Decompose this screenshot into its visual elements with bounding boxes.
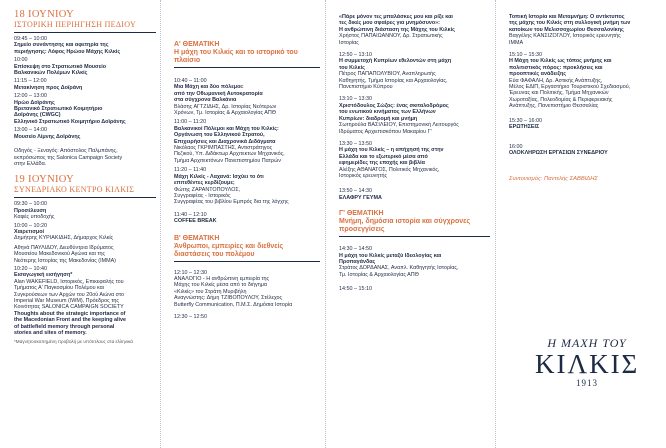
program-item (14, 223, 156, 264)
item-time: 13:50 – 14:30 (339, 188, 372, 195)
english-line: Thoughts about the strategic importance of (14, 310, 126, 317)
session-b-title: Άνθρωποι, εμπειρίες και διεθνείς διαστάσεις του πολέμου (174, 242, 284, 258)
program-item (339, 188, 490, 201)
item-line: Μάχης του Κιλκίς μέσα από το διήγημα (174, 282, 267, 289)
item-line: Πέτρος ΠΑΠΑΠΟΛΥΒΙΟΥ, Αναπληρωτής (339, 71, 436, 78)
item-title: Χαιρετισμοί (14, 228, 44, 235)
program-item (14, 57, 156, 76)
item-line: Βρετανικό Στρατιωτικό Κοιμητήριο (14, 106, 103, 113)
item-title-line: του ενωτικού κινήματος των Ελλήνων (339, 109, 436, 116)
session-a-header (174, 41, 320, 65)
program-item (174, 119, 320, 164)
lunch-break: ΕΛΑΦΡΥ ΓΕΥΜΑ (339, 194, 382, 201)
item-time: 14:50 – 15:10 (339, 286, 372, 293)
item-line: Imperial War Museum (IWM), Πρόεδρος της (14, 298, 119, 304)
item-time: 16:00 (509, 143, 523, 150)
item-title-line: από την Οθωμανική Αυτοκρατορία (174, 90, 263, 97)
item-time: 12:00 – 13:00 (14, 93, 47, 100)
item-line: Πανεπιστήμιο Κύπρου (339, 84, 393, 91)
item-line: Σωτηρούλα ΒΑΣΙΛΕΙΟΥ, Επιστημονική Λειτουργός (339, 122, 459, 129)
item-title-line: κατοίκων του Μελισσοχωρίου Θεσσαλονίκης (509, 26, 624, 33)
item-line: Εύα ΦΑΦΑΛΗ, Δρ. Αστικής Ανάπτυξης, (509, 77, 603, 84)
item-line: Τμήματος Α' Παγκοσμίου Πολέμου και (14, 285, 104, 292)
item-title-line: Επιχειρήσεις και Διαχρονικά Διδάγματα (174, 138, 276, 145)
item-title-line: Η Μάχη του Κιλκίς ως τόπος μνήμης και (509, 58, 612, 65)
item-title-line: πολιτιστικός πόρος: προκλήσεις και (509, 64, 603, 71)
program-item (14, 201, 156, 220)
item-title-line: Οργάνωση του Ελληνικού Στρατού, (174, 132, 265, 139)
closing-label: ΟΛΟΚΛΗΡΩΣΗ ΕΡΓΑΣΙΩΝ ΣΥΝΕΔΡΙΟΥ (509, 149, 608, 156)
guide-note (14, 148, 156, 167)
session-b-label: Β' ΘΕΜΑΤΙΚΗ (174, 234, 220, 242)
program-item (174, 270, 320, 308)
item-title-line: Μια Μάχη και δύο πόλεμοι: (174, 84, 244, 91)
item-line: Δοϊράνης (CWGC) (14, 112, 61, 119)
item-line: Νικόλαος ΓΚΡΙΜΠΑΣΤΗΣ, Αντιστράτηγος (174, 145, 273, 152)
item-line: Ηρώο Δοϊράνης (14, 99, 55, 106)
item-title-line: Χριστόδουλος Σώζος: ένας σκιταλοδρόμος (339, 102, 449, 109)
session-b-header (174, 235, 320, 259)
item-line: Συγγραφέας του βιβλίου Εμπρός δια της λόγχης (174, 199, 289, 206)
guide-line: στην Ελλάδα. (14, 160, 47, 167)
program-item (339, 141, 490, 179)
item-line: Πεζικού, Υπ. Διδάκτωρ Αρχιτεκτων Μηχανικός, (174, 151, 285, 158)
english-line: stories and sites of memory. (14, 330, 87, 337)
day-2-header (14, 174, 156, 194)
item-title-line: Προπαγάνδας (339, 258, 376, 265)
item-time: 10:20 – 10:40 (14, 265, 47, 272)
item-title-line: Η μάχη του Κιλκίς μεταξύ Ιδεολογίας και (339, 252, 442, 259)
item-line: Μέλος ΕΔΙΠ, Εργαστήριο Τουριστικού Σχεδιασμού, (509, 84, 631, 91)
day-1-header (14, 9, 156, 29)
program-item (14, 78, 156, 91)
session-a-title: Η μάχη του Κιλκίς και το ιστορικό του πλαίσιο (174, 49, 298, 64)
questions-label: ΕΡΩΤΗΣΕΙΣ (509, 124, 540, 131)
program-item (339, 286, 490, 292)
item-time: 11:15 – 12:00 (14, 78, 47, 85)
item-line: Χρήστος ΠΑΠΑΙΩΑΝΝΟΥ, Δρ. Στρατιωτικής (339, 33, 443, 40)
item-line: Butterfly Communication, Π.Μ.Σ. Δημόσια Ιστορία (174, 301, 293, 308)
logo-top-text: Η ΜΑΧΗ ΤΟΥ (547, 336, 627, 350)
item-line: Επίσκεψη στο Στρατιωτικό Μουσείο (14, 63, 107, 70)
item-title: Προσέλευση (14, 207, 47, 214)
session-c-title: Μνήμη, δημόσια ιστορία και σύγχρονες προσεγγίσεις (339, 218, 471, 234)
program-item (339, 52, 490, 90)
item-title-line: επιτεθέντες κερδίζουμε; (174, 180, 235, 187)
divider (339, 236, 490, 237)
program-item (174, 78, 320, 116)
item-time: 10:40 – 11:00 (174, 78, 207, 84)
item-time: 09:45 – 10:00 (14, 36, 47, 42)
item-time: 10:00 – 10:20 (14, 222, 47, 229)
item-line: Καφές υποδοχής (14, 214, 55, 221)
day-2-title: 19 ΙΟΥΝΙΟΥ (14, 174, 74, 186)
guide-line: εκπρόσωπος της Salonica Campaign Society (14, 154, 123, 161)
item-title-line: τες δικές μου σφαίρες για μνημόσυνο»: (339, 20, 440, 27)
english-line: of battlefield memory through personal (14, 323, 115, 330)
item-line: Αναγνώστης: Δήμη ΤΖΙΒΟΠΟΥΛΟΥ, Στέλεχος (174, 295, 283, 302)
coordinator: Συντονισμός: Παντελής ΣΑΒΒΙΔΗΣ (509, 176, 598, 183)
item-line: Μετακίνηση προς Δοϊράνη (14, 84, 83, 91)
item-line: Ελληνικό Στρατιωτικό Κοιμητήριο Δοϊράνης (14, 118, 126, 125)
item-line: ΑΝΑΛΟΓΙΟ - Η ανθρώπινη εμπειρία της (174, 275, 270, 282)
day-1-subtitle: ΙΣΤΟΡΙΚΗ ΠΕΡΙΗΓΗΣΗ ΠΕΔΙΟΥ (14, 20, 137, 29)
item-line: Συγκρούσεων των Αρχών του 20ού Αιώνα στο (14, 291, 125, 298)
divider (14, 197, 156, 198)
item-line: Ιδρύματος Αρχιεπισκόπου Μακαρίου Γ' (339, 128, 432, 135)
program-item (174, 212, 320, 225)
item-line: Μουσείου Μακεδονικού Αγώνα και της (14, 251, 106, 258)
column-day-1 (0, 0, 160, 448)
divider (14, 32, 156, 33)
item-line: Νεότερης Ιστορίας της Μακεδονίας (ΙΜΜΑ) (14, 257, 116, 264)
english-line: the Macedonian Front and the keeping alive (14, 317, 127, 324)
column-sessions-a-b (160, 0, 326, 448)
item-time: 10:00 (14, 57, 28, 64)
item-line: Τμήμα Αρχιτεκτόνων Πανεπιστημίου Πατρών (174, 157, 281, 164)
item-title-line: προοπτικές ανάδειξης (509, 71, 567, 78)
item-line: Βαγγέλης ΚΑΝΣΙΖΟΓΛΟΥ, Ιστορικός ερευνητής (509, 33, 621, 40)
item-line: Συγγραφέας - Ιστορικός (174, 192, 231, 199)
program-item (174, 314, 320, 320)
item-title-line: του Κιλκίς (339, 64, 365, 71)
program-item (14, 266, 156, 336)
program-item (174, 167, 320, 205)
item-line: Στράτος ΔΟΡΔΑΝΑΣ, Αναπλ. Καθηγητής Ιστορίας, (339, 265, 459, 272)
item-line: Χρόνων, Τμ. Ιστορίας & Αρχαιολογίας ΑΠΘ (174, 110, 276, 117)
item-line: Alan WAKEFIELD, Ιστορικός, Επικεφαλής του (14, 278, 124, 285)
item-title-line: Κυπρίων: διαδρομή και μνήμη (339, 115, 418, 122)
session-a-label: Α' ΘΕΜΑΤΙΚΗ (174, 41, 220, 48)
item-line: Μουσείο Λίμνης Δοϊράνης (14, 133, 81, 140)
item-time: 12:10 – 12:30 (174, 269, 207, 276)
item-time: 11:40 – 12:10 (174, 211, 207, 218)
item-time: 11:00 – 11:20 (174, 119, 207, 126)
day-2-subtitle: ΣΥΝΕΔΡΙΑΚΟ ΚΕΝΤΡΟ ΚΙΛΚΙΣ (14, 185, 135, 195)
item-line: Αλέξης ΑΘΑΝΑΤΟΣ, Πολιτικός Μηχανικός, (339, 166, 440, 173)
item-line: Χωροταξίας, Πολεοδομίας & Περιφερειακής (509, 96, 613, 103)
item-line: ΙΜΜΑ (509, 39, 524, 46)
item-line: Φώτης ΖΑΡΑΝΤΟΠΟΥΛΟΣ, (174, 186, 241, 193)
divider (174, 67, 320, 68)
column-sessions-b-c (325, 0, 496, 448)
program-item (509, 52, 661, 110)
item-title-line: Η μάχη του Κιλκίς – η απήχησή της στην (339, 147, 444, 154)
session-c-header (339, 210, 490, 234)
program-item (14, 93, 156, 125)
program-item (339, 96, 490, 134)
item-title-line: Ελλάδα και το εξωτερικό μέσα από (339, 153, 428, 160)
battle-of-kilkis-logo (535, 336, 639, 410)
item-title-line: «Πάρε μόνον τες μπαλάσκες μου και ρίξε και (339, 14, 453, 20)
item-line: Καθηγητής, Τμήμα Ιστορίας και Αρχαιολογίας, (339, 77, 448, 84)
item-title-line: εφημερίδες της εποχής και βιβλία (339, 160, 425, 167)
program-item (509, 144, 661, 157)
session-c-label: Γ' ΘΕΜΑΤΙΚΗ (339, 210, 384, 218)
item-time: 13:00 – 14:00 (14, 127, 47, 134)
item-line: Δημήτρης ΚΥΡΙΑΚΙΔΗΣ, Δήμαρχος Κιλκίς (14, 235, 114, 242)
logo-year-text: 1913 (576, 378, 598, 388)
item-line: Ιστορικός ερευνητής (339, 172, 388, 179)
item-line: Ανάπτυξης, Πανεπιστήμιο Θεσσαλίας (509, 103, 599, 110)
program-item (14, 36, 156, 55)
program-item (14, 127, 156, 140)
item-line: περιήγησης: Λόφος Ηρώου Μάχης Κιλκίς (14, 48, 121, 55)
logo-main-text: ΚΙΛΚΙΣ (535, 349, 640, 379)
item-time: 14:30 – 14:50 (339, 246, 372, 253)
item-time: 13:30 – 13:50 (339, 140, 372, 147)
program-item (339, 246, 490, 278)
item-line: Ιστορίας (339, 39, 359, 46)
item-line: Κοινότητας SALONICA CAMPAIGN SOCIETY (14, 304, 124, 311)
item-line: Έρευνας και Πολιτικής, Τμήμα Μηχανικών (509, 90, 609, 97)
item-time: 15:30 – 16:00 (509, 117, 542, 124)
item-line: Σημείο συνάντησης και αφετηρία της (14, 42, 109, 49)
item-time: 12:30 – 12:50 (174, 313, 207, 320)
item-title-line: στα σύγχρονα Βαλκάνια (174, 97, 237, 104)
day-1-title: 18 ΙΟΥΝΙΟΥ (14, 9, 74, 20)
program-item (339, 14, 490, 46)
item-title-line: Βαλκανικοί Πόλεμοι και Μάχη του Κιλκίς: (174, 125, 279, 132)
item-line: Βαλκανικών Πολέμων Κιλκίς (14, 70, 88, 77)
item-line: Βλάσης ΑΓΤΖΙΔΗΣ, Δρ. Ιστορίας Νεότερων (174, 103, 277, 110)
item-title: Εισαγωγική εισήγηση* (14, 272, 73, 279)
item-title-line: Τοπική Ιστορία και Μεταμνήμη: Ο αντίκτυπος (509, 14, 625, 20)
item-time: 09:30 – 10:00 (14, 201, 47, 208)
item-line: Αθηνά ΠΑΥΛΙΔΟΥ, Διευθύντρια Ιδρύματος (14, 244, 114, 251)
coffee-break: COFFEE BREAK (174, 218, 217, 225)
guide-line: Οδηγός - Ξεναγός: Απόστολος Παλμπάνης, (14, 148, 118, 155)
item-title-line: Η ανθρώπινη διάσταση της Μάχης του Κιλκίς (339, 26, 455, 33)
divider (174, 261, 320, 262)
item-line: «Κιλκίς» του Στράτη Μυριβήλη (174, 288, 247, 295)
item-time: 15:10 – 15:30 (509, 52, 542, 59)
item-title-line: Η συμμετοχή Κυπρίων εθελοντών στη μάχη (339, 58, 452, 65)
item-line: Τμ. Ιστορίας & Αρχαιολογίας ΑΠΘ (339, 271, 419, 278)
program-item (509, 14, 661, 46)
item-title-line: της μάχης του Κιλκίς στη συλλογική μνήμη των (509, 20, 631, 27)
item-title-line: Μάχη Κιλκίς - Λαχανά: Ισχύει το ότι (174, 173, 264, 180)
program-item (509, 118, 661, 131)
footnote: *Μαγνητοσκοπημένη προβολή με υπότιτλους στα ελληνικά (14, 339, 133, 345)
item-time: 11:20 – 11:40 (174, 167, 207, 174)
item-time: 12:50 – 13:10 (339, 52, 372, 59)
item-time: 13:10 – 13:30 (339, 96, 372, 103)
